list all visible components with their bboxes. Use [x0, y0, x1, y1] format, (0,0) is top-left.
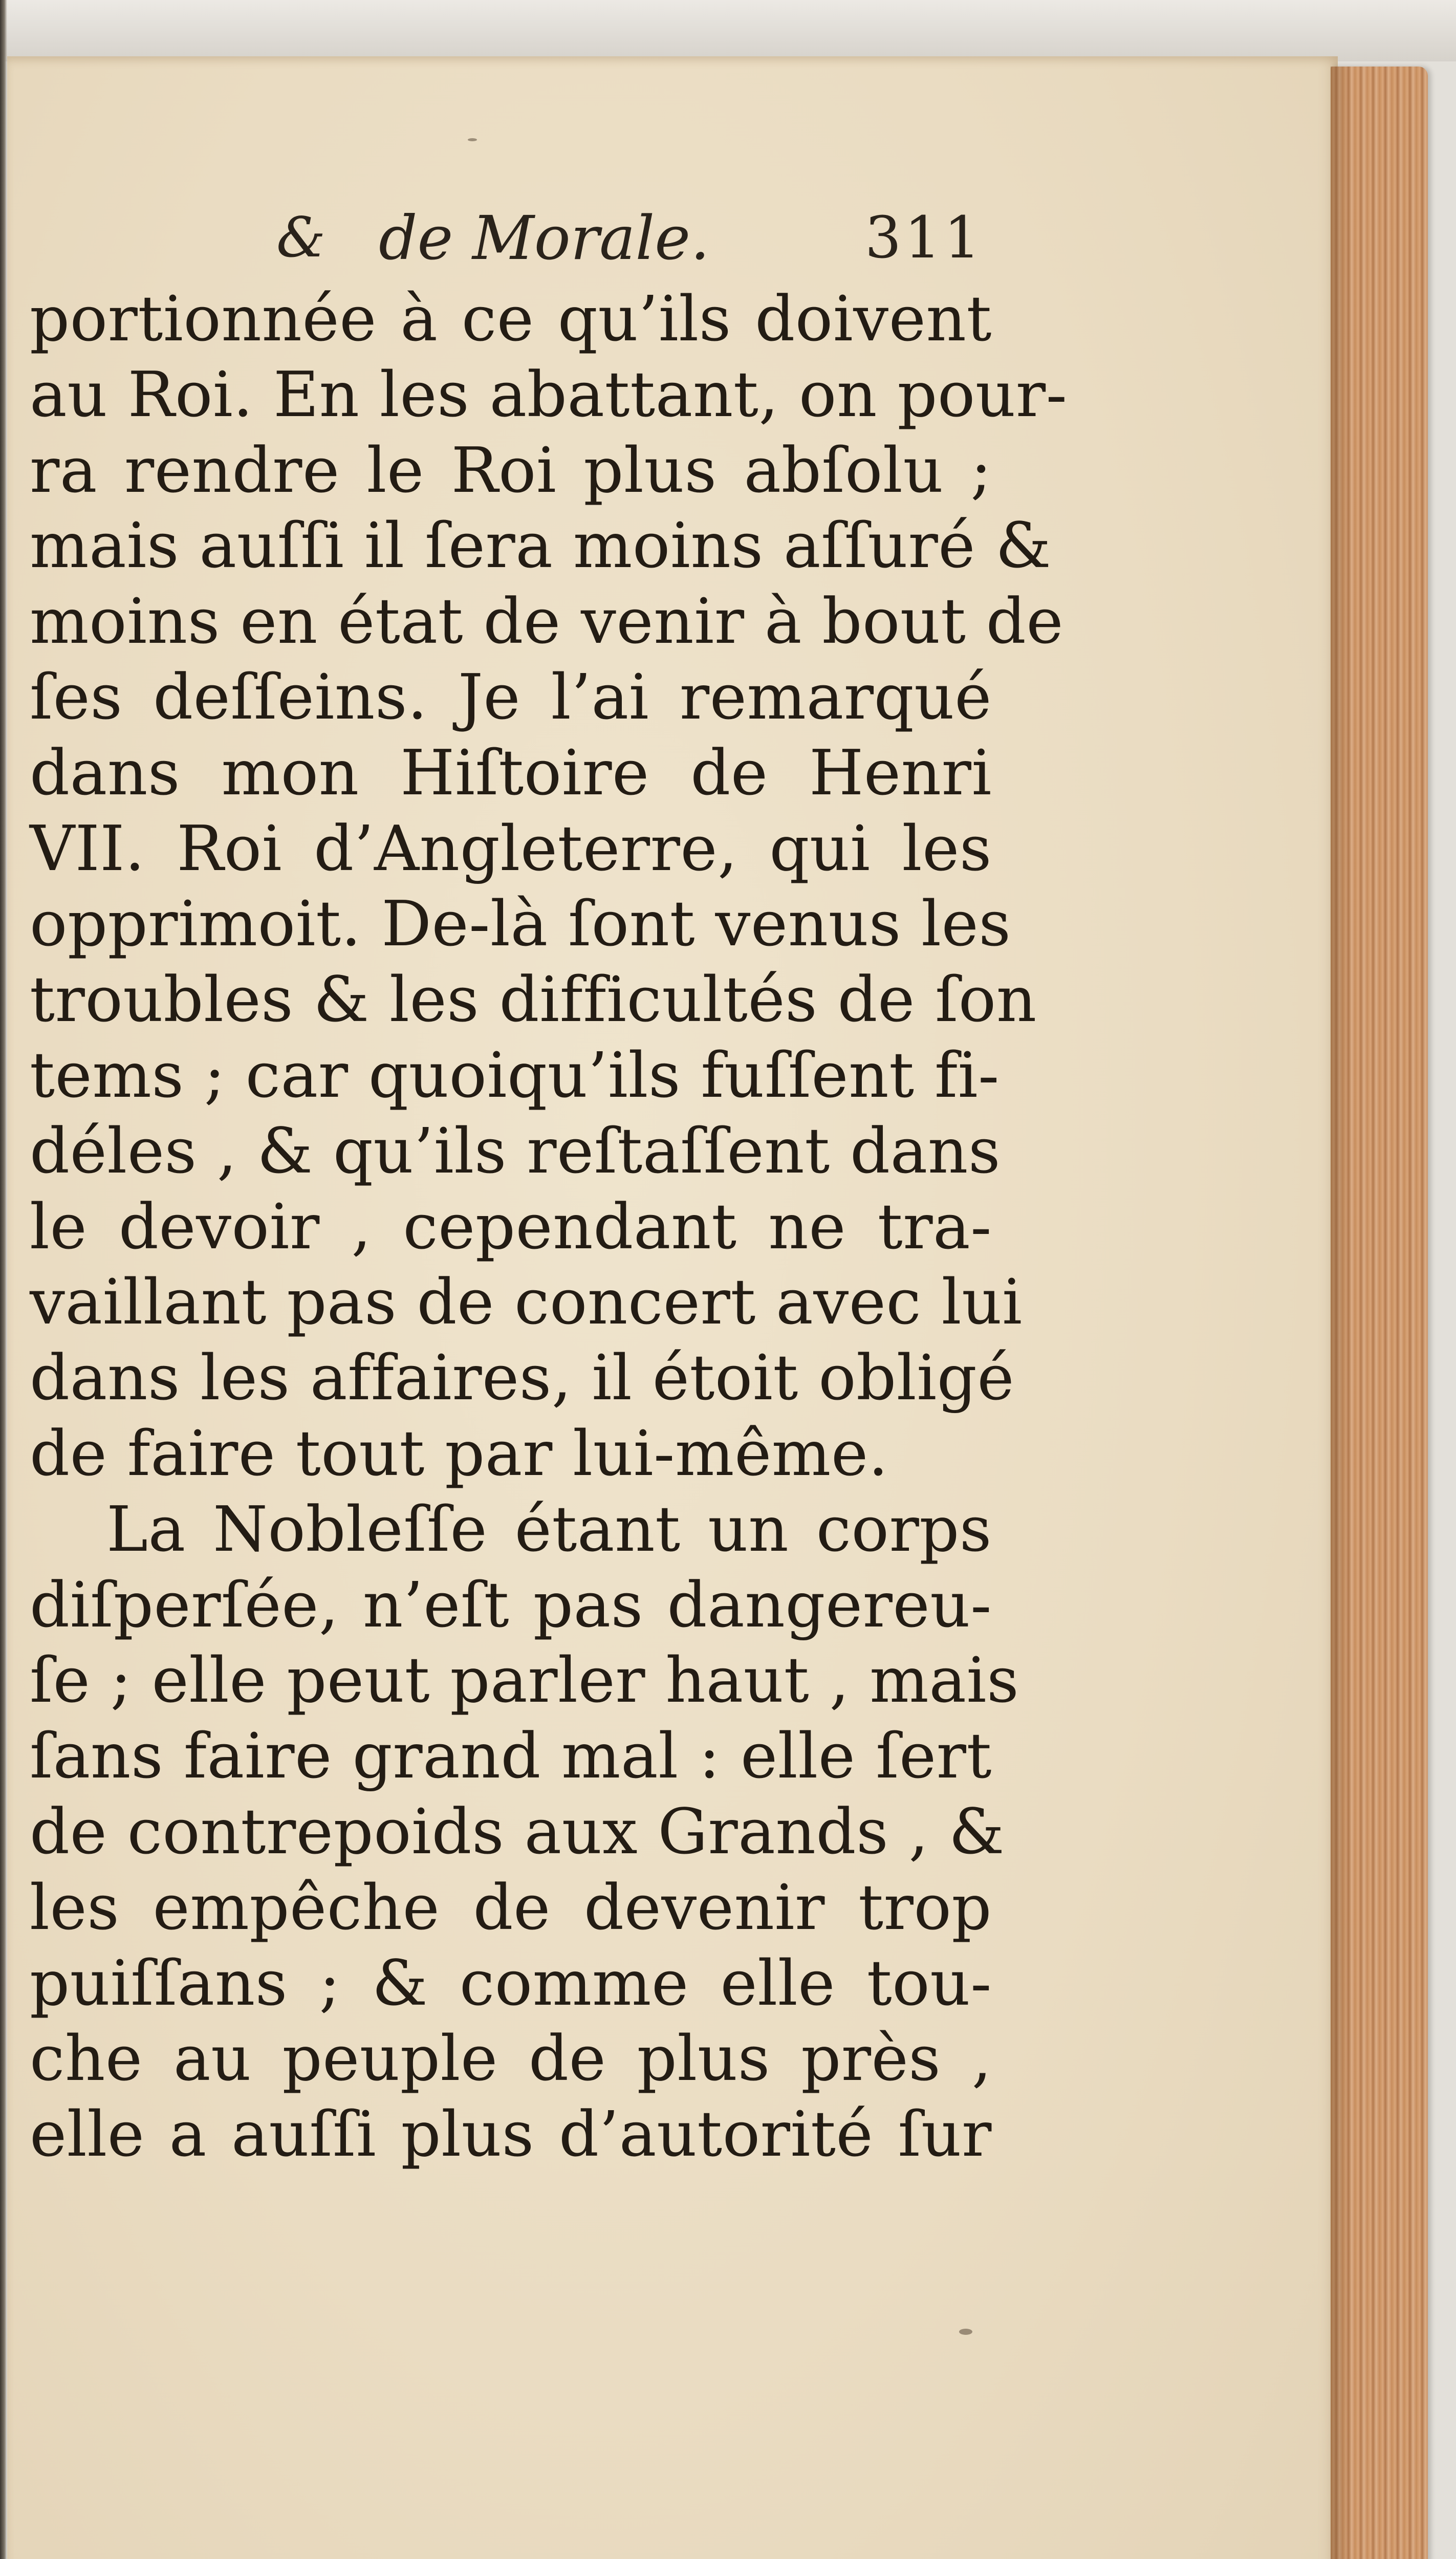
text-line: troubles & les difficultés de ſon — [30, 963, 1037, 1036]
text-line: ſe ; elle peut parler haut , mais — [30, 1644, 1019, 1717]
paragraph-first-line: La Nobleſſe étant un corps — [106, 1492, 992, 1566]
text-line: vaillant pas de concert avec lui — [30, 1266, 1023, 1339]
text-line: diſperſée, n’eſt pas dangereu- — [30, 1568, 992, 1641]
ink-speck — [468, 138, 477, 141]
text-line: dans les affaires, il étoit obligé — [30, 1341, 1015, 1415]
text-line: de contrepoids aux Grands , & — [30, 1795, 1005, 1868]
text-line: ſes deſſeins. Je l’ai remarqué — [30, 660, 992, 733]
book-spine-edge — [0, 0, 7, 2559]
ink-speck — [959, 2329, 972, 2335]
text-line: tems ; car quoiqu’ils fuſſent fi- — [30, 1038, 999, 1112]
text-line: puiſſans ; & comme elle tou- — [30, 1946, 992, 2020]
text-line: portionnée à ce qu’ils doivent — [30, 283, 992, 355]
running-head-title: de Morale. — [379, 203, 710, 273]
text-line: au Roi. En les abattant, on pour- — [30, 358, 1068, 431]
text-line: dans mon Hiſtoire de Henri — [30, 736, 992, 809]
text-line: opprimoit. De-là ſont venus les — [30, 887, 1011, 961]
text-line: VII. Roi d’Angleterre, qui les — [30, 812, 992, 885]
text-line: che au peuple de plus près , — [30, 2022, 992, 2095]
text-line: les empêche de devenir trop — [30, 1871, 992, 1944]
body-text — [30, 281, 1068, 2173]
text-line: de faire tout par lui-même. — [30, 1417, 888, 1490]
scan-backdrop-top — [0, 0, 1456, 61]
text-line: ſans faire grand mal : elle ſert — [30, 1720, 992, 1793]
page-number: 311 — [865, 205, 984, 271]
text-line: ra rendre le Roi plus abſolu ; — [30, 433, 992, 507]
page-edges-shadow — [1331, 67, 1351, 2559]
text-line: mais auſſi il ſera moins aſſuré & — [30, 509, 1052, 582]
text-line: déles , & qu’ils reſtaſſent dans — [30, 1114, 1001, 1187]
text-line: elle a auſſi plus d’autorité ſur — [30, 2098, 992, 2171]
text-line: le devoir , cependant ne tra- — [30, 1190, 992, 1263]
running-head-ornament: & — [276, 206, 326, 270]
text-line: moins en état de venir à bout de — [30, 585, 1064, 658]
